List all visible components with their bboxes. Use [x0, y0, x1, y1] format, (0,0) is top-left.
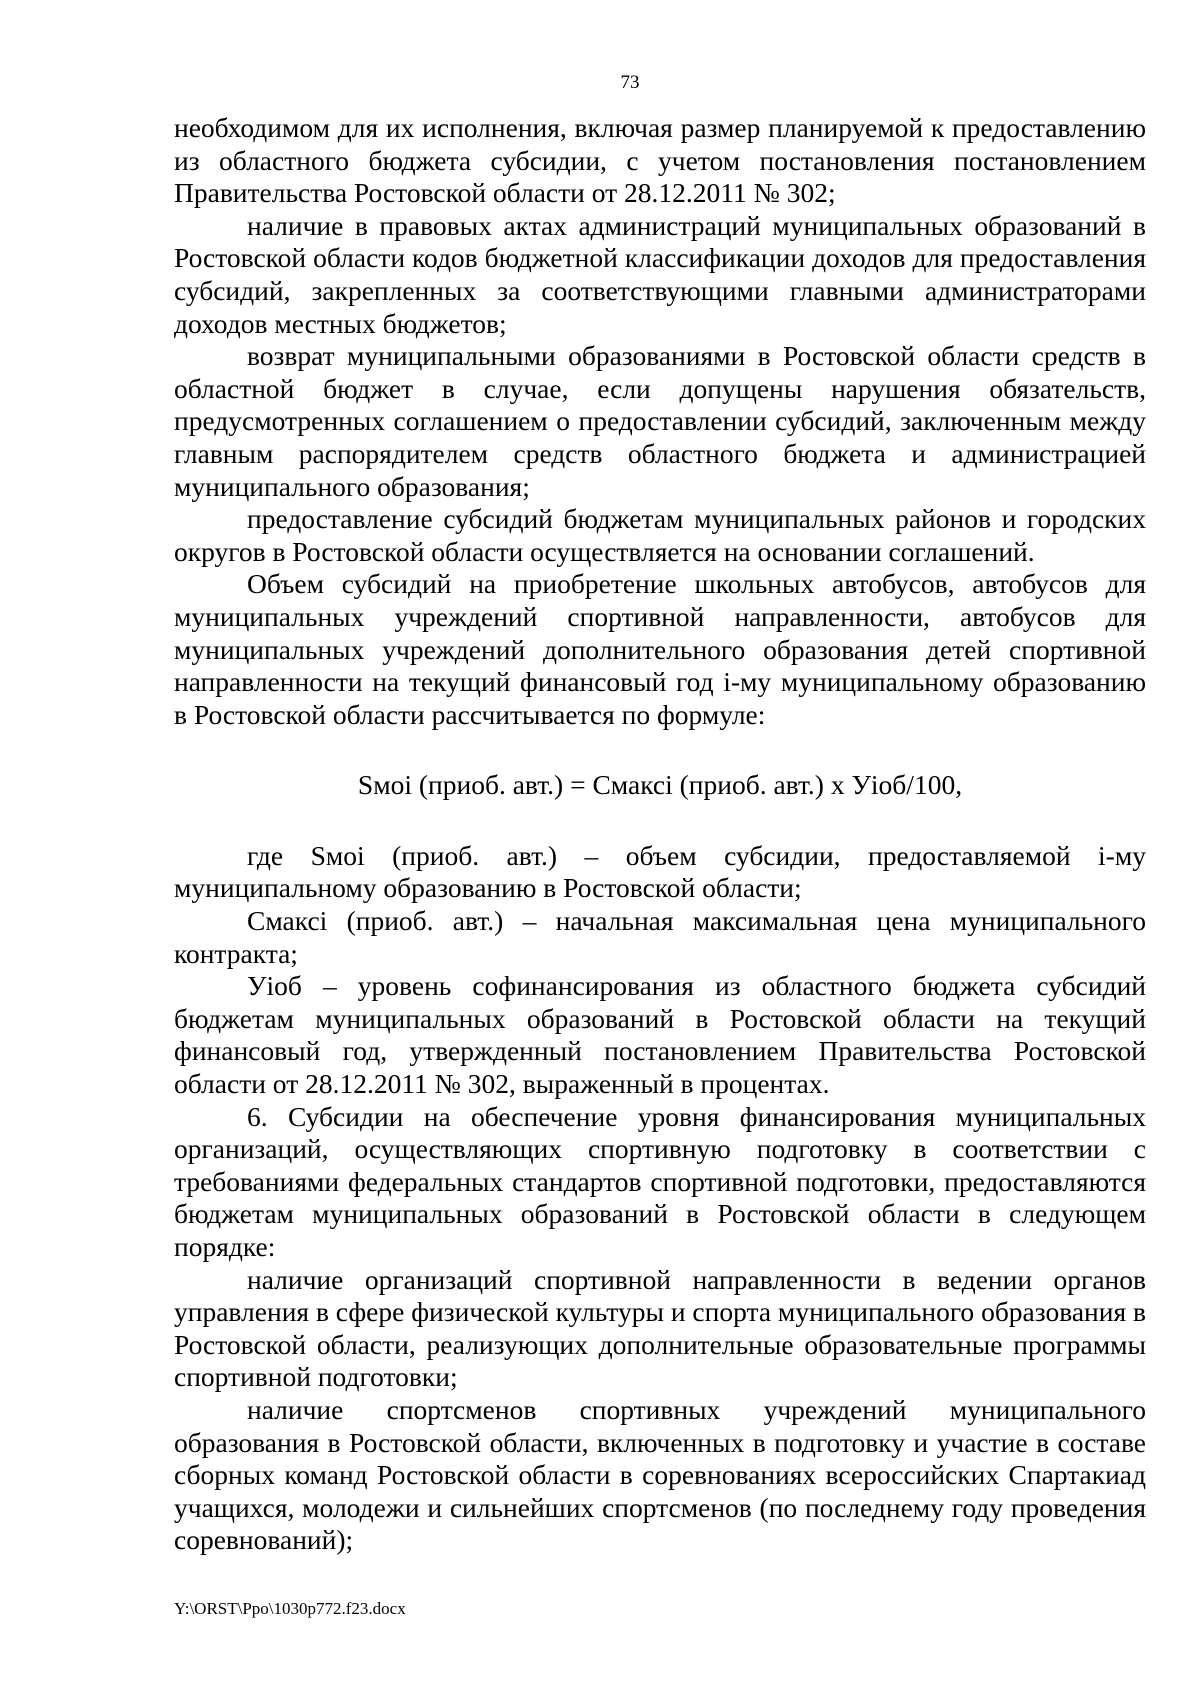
paragraph-uiob: Уiоб – уровень софинансирования из областного бюджета субсидий бюджетам муниципальных образований в Ростовской области на текущий финансовый год, утвержденный постановлением Правительства Ростовской области от 28.12.2011 № 302, выраженный в процентах. [174, 970, 1146, 1100]
document-body [174, 112, 1146, 1557]
paragraph-budget-codes: наличие в правовых актах администраций муниципальных образований в Ростовской области кодов бюджетной классификации доходов для предоставления субсидий, закрепленных за соответствующими главными администраторами доходов местных бюджетов; [174, 209, 1146, 339]
page-number: 73 [620, 72, 640, 93]
paragraph-athletes: наличие спортсменов спортивных учреждений муниципального образования в Ростовской области, включенных в подготовку и участие в составе сборных команд Ростовской области в соревнованиях всероссийских Спартакиад учащихся, молодежи и сильнейших спортсменов (по последнему году проведения соревнований); [174, 1393, 1146, 1556]
footer-file-path: Y:\ORST\Ppo\1030p772.f23.docx [174, 1599, 406, 1618]
paragraph-where-smoi: где Sмоi (приоб. авт.) – объем субсидии, предоставляемой i-му муниципальному образованию в Ростовской области; [174, 839, 1146, 904]
paragraph-sports-organizations: наличие организаций спортивной направленности в ведении органов управления в сфере физической культуры и спорта муниципального образования в Ростовской области, реализующих дополнительные образовательные программы спортивной подготовки; [174, 1263, 1146, 1393]
paragraph-smaksi: Смаксi (приоб. авт.) – начальная максимальная цена муниципального контракта; [174, 905, 1146, 969]
paragraph-agreements: предоставление субсидий бюджетам муниципальных районов и городских округов в Ростовской области осуществляется на основании соглашений. [174, 503, 1146, 567]
paragraph-continuation: необходимом для их исполнения, включая размер планируемой к предоставлению из областного бюджета субсидии, с учетом постановления постановлением Правительства Ростовской области от 28.12.2011 № 302; [174, 112, 1146, 209]
paragraph-refund: возврат муниципальными образованиями в Ростовской области средств в областной бюджет в случае, если допущены нарушения обязательств, предусмотренных соглашением о предоставлении субсидий, заключенным между главным распорядителем средств областного бюджета и администрацией муниципального образования; [174, 340, 1146, 502]
paragraph-section-6: 6. Субсидии на обеспечение уровня финансирования муниципальных организаций, осуществляющих спортивную подготовку в соответствии с требованиями федеральных стандартов спортивной подготовки, предоставляются бюджетам муниципальных образований в Ростовской области в следующем порядке: [174, 1100, 1146, 1262]
formula: Sмоi (приоб. авт.) = Смаксi (приоб. авт.) х Уiоб/100, [357, 769, 963, 801]
paragraph-subsidy-volume: Объем субсидий на приобретение школьных автобусов, автобусов для муниципальных учреждений спортивной направленности, автобусов для муниципальных учреждений дополнительного образования детей спортивной направленности на текущий финансовый год i-му муниципальному образованию в Ростовской области рассчитывается по формуле: [174, 568, 1146, 730]
